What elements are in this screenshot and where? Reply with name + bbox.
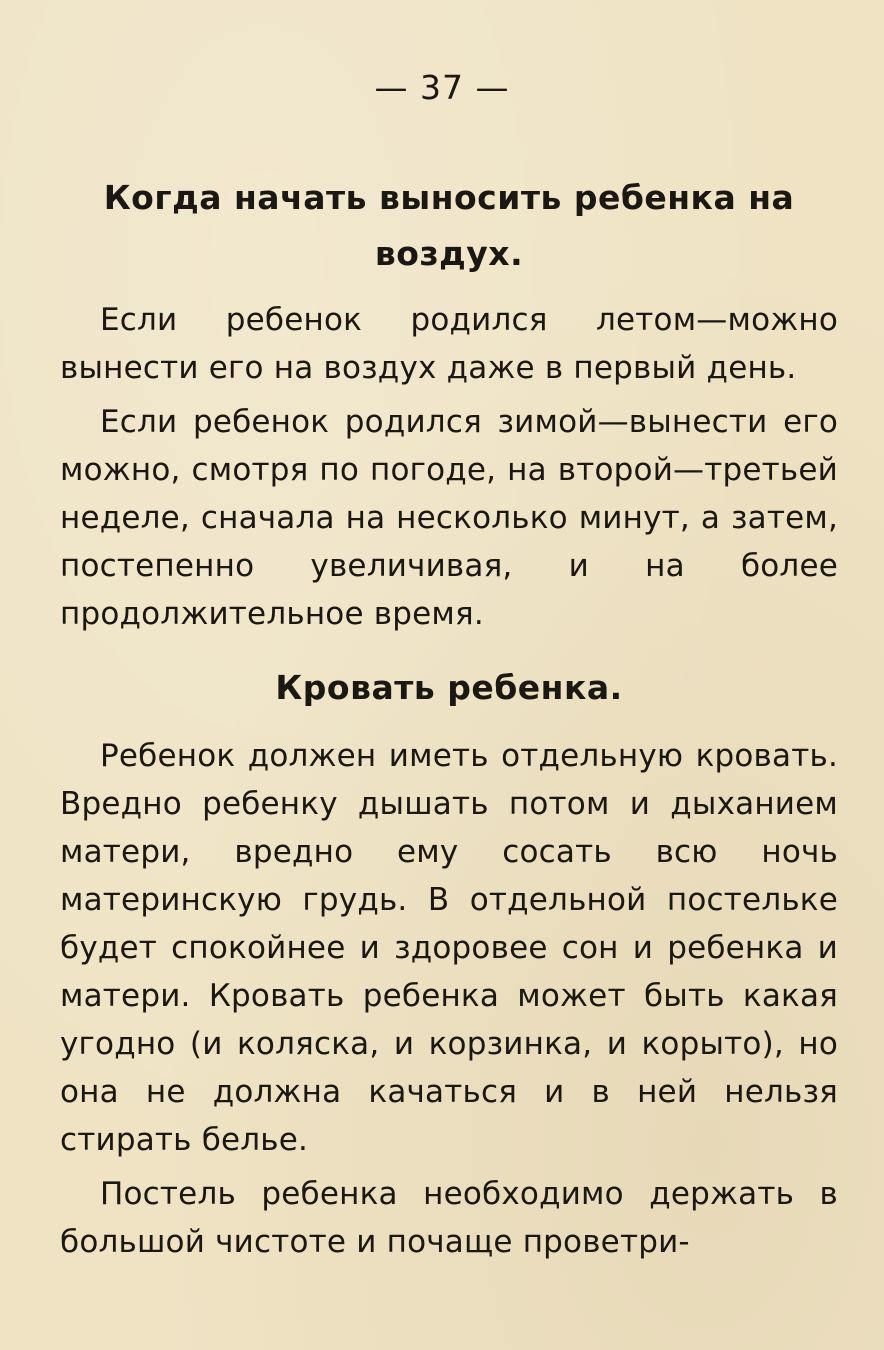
page-number: — 37 — — [374, 68, 510, 107]
paragraph: Ребенок должен иметь отдельную кровать. Вредно ребенку дышать потом и дыханием матери, вредно ему сосать всю ночь материнскую грудь. В отдельной постельке будет спокойнее и здоровее сон и ребенка и матери. Кровать ребенка может быть какая угодно (и коляска, и корзинка, и корыто), но она не должна качаться и в ней нельзя стирать белье. — [60, 738, 838, 1158]
page-content — [60, 170, 838, 1266]
section-child-bed — [60, 660, 838, 1266]
section-outdoor-walks — [60, 170, 838, 638]
paragraph: Если ребенок родился зимой—вынести его можно, смотря по погоде, на второй—третьей неделе, сначала на несколько минут, а затем, постепенно увеличивая, и на более продолжительное время. — [60, 404, 838, 632]
paragraph: Постель ребенка необходимо держать в большой чистоте и почаще проветри- — [60, 1176, 838, 1260]
section-title: Когда начать выносить ребенка на воздух. — [103, 178, 795, 273]
paragraph: Если ребенок родился летом—можно вынести его на воздух даже в первый день. — [60, 302, 838, 386]
section-title: Кровать ребенка. — [275, 668, 623, 707]
